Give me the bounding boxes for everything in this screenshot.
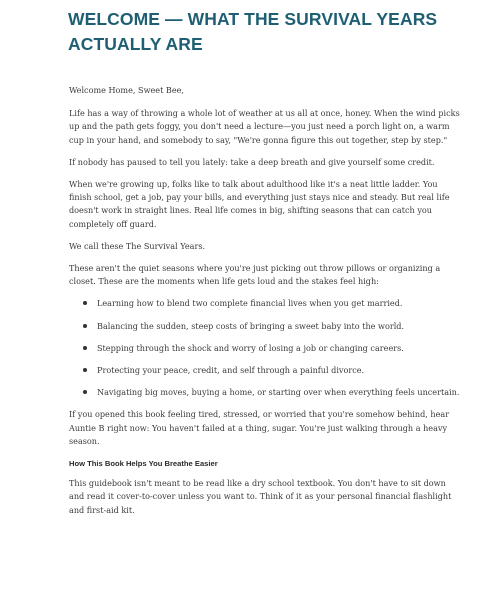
list-item-text: Protecting your peace, credit, and self through a painful divorce. <box>97 365 365 376</box>
bullet-icon <box>83 390 87 394</box>
list-item <box>69 342 460 355</box>
list-item <box>69 364 460 377</box>
bullet-icon <box>83 324 87 328</box>
bullet-list <box>69 297 460 399</box>
list-item-text: Balancing the sudden, steep costs of bringing a sweet baby into the world. <box>97 320 405 331</box>
bullet-icon <box>83 346 87 350</box>
bullet-icon <box>83 301 87 305</box>
list-item-text: Learning how to blend two complete financial lives when you get married. <box>97 298 403 309</box>
section-heading: How This Book Helps You Breathe Easier <box>69 459 218 469</box>
list-item-text: Stepping through the shock and worry of losing a job or changing careers. <box>97 342 404 353</box>
paragraph-reassurance: If you opened this book feeling tired, stressed, or worried that you're somehow behind, hear Auntie B right now: You haven't failed at a thing, sugar. You're just walking through a heavy season. <box>69 409 450 446</box>
paragraph-seasons: These aren't the quiet seasons where you're just picking out throw pillows or organizing a closet. These are the moments when life gets loud and the stakes feel high: <box>69 263 441 287</box>
paragraph-survival-years: We call these The Survival Years. <box>69 240 206 251</box>
paragraph-credit: If nobody has paused to tell you lately: take a deep breath and give yourself some credit. <box>69 156 435 167</box>
bullet-icon <box>83 368 87 372</box>
list-item <box>69 320 460 333</box>
page-title: WELCOME — WHAT THE SURVIVAL YEARS ACTUALLY ARE <box>68 9 438 54</box>
paragraph-ladder: When we're growing up, folks like to talk about adulthood like it's a neat little ladder. You finish school, get a job, pay your bills, and everything just stays nice and steady. But real life doesn't work in straight lines. Real life comes in big, shifting seasons that can catch you completely off guard. <box>69 179 450 229</box>
document-body <box>69 84 460 517</box>
list-item <box>69 386 460 399</box>
greeting: Welcome Home, Sweet Bee, <box>69 85 184 95</box>
list-item-text: Navigating big moves, buying a home, or starting over when everything feels uncertain. <box>97 387 460 398</box>
paragraph-guidebook: This guidebook isn't meant to be read like a dry school textbook. You don't have to sit down and read it cover-to-cover unless you want to. Think of it as your personal financial flashlight and first-aid kit. <box>69 478 452 515</box>
paragraph-intro: Life has a way of throwing a whole lot of weather at us all at once, honey. When the wind picks up and the path gets foggy, you don't need a lecture—you just need a porch light on, a warm cup in your hand, and somebody to say, "We're gonna figure this out together, step by step." <box>69 108 460 145</box>
list-item <box>69 297 460 310</box>
